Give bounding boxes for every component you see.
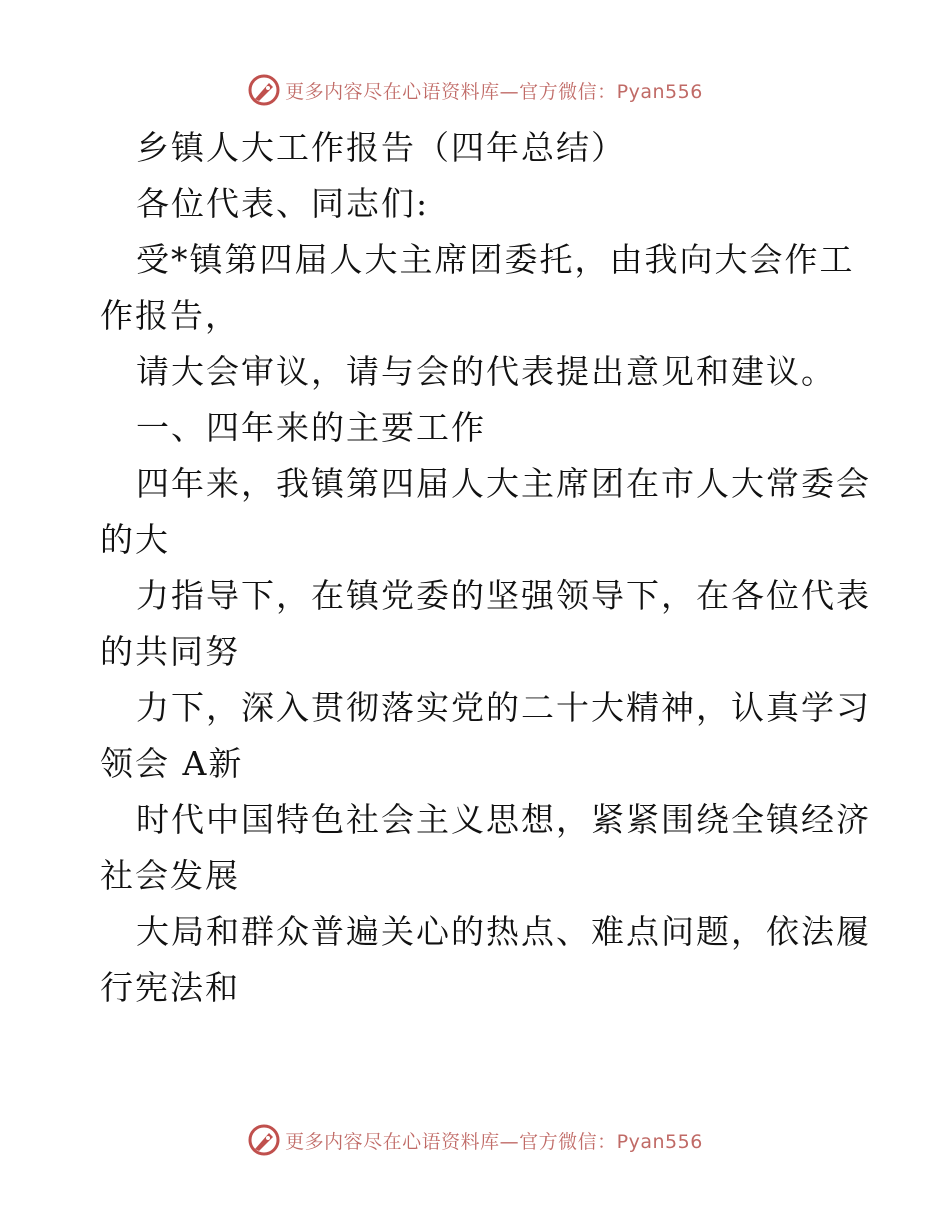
document-line: 力指导下，在镇党委的坚强领导下，在各位代表 — [136, 576, 871, 615]
document-line: 行宪法和 — [100, 968, 240, 1007]
document-line: 各位代表、同志们: — [136, 184, 430, 223]
document-line: 作报告， — [100, 296, 240, 335]
banner-text: 更多内容尽在心语资料库—官方微信：Pyan556 — [285, 80, 703, 103]
document-line: 时代中国特色社会主义思想，紧紧围绕全镇经济 — [136, 800, 871, 839]
document-body — [100, 120, 871, 1016]
banner-text: 更多内容尽在心语资料库—官方微信：Pyan556 — [285, 1130, 703, 1153]
document-line: 乡镇人大工作报告（四年总结） — [136, 128, 626, 167]
document-line: 一、四年来的主要工作 — [136, 408, 486, 447]
pen-nib-logo-icon — [247, 1123, 281, 1157]
document-line: 的大 — [100, 520, 170, 559]
document-line: 受*镇第四届人大主席团委托，由我向大会作工 — [136, 240, 855, 279]
footer-banner — [0, 1122, 950, 1158]
document-line: 领会 A新 — [100, 744, 244, 783]
document-line: 的共同努 — [100, 632, 240, 671]
document-line: 力下，深入贯彻落实党的二十大精神，认真学习 — [136, 688, 871, 727]
document-line: 四年来，我镇第四届人大主席团在市人大常委会 — [136, 464, 871, 503]
document-line: 大局和群众普遍关心的热点、难点问题，依法履 — [136, 912, 871, 951]
header-banner — [0, 72, 950, 108]
document-line: 请大会审议，请与会的代表提出意见和建议。 — [136, 352, 836, 391]
document-line: 社会发展 — [100, 856, 240, 895]
pen-nib-logo-icon — [247, 73, 281, 107]
